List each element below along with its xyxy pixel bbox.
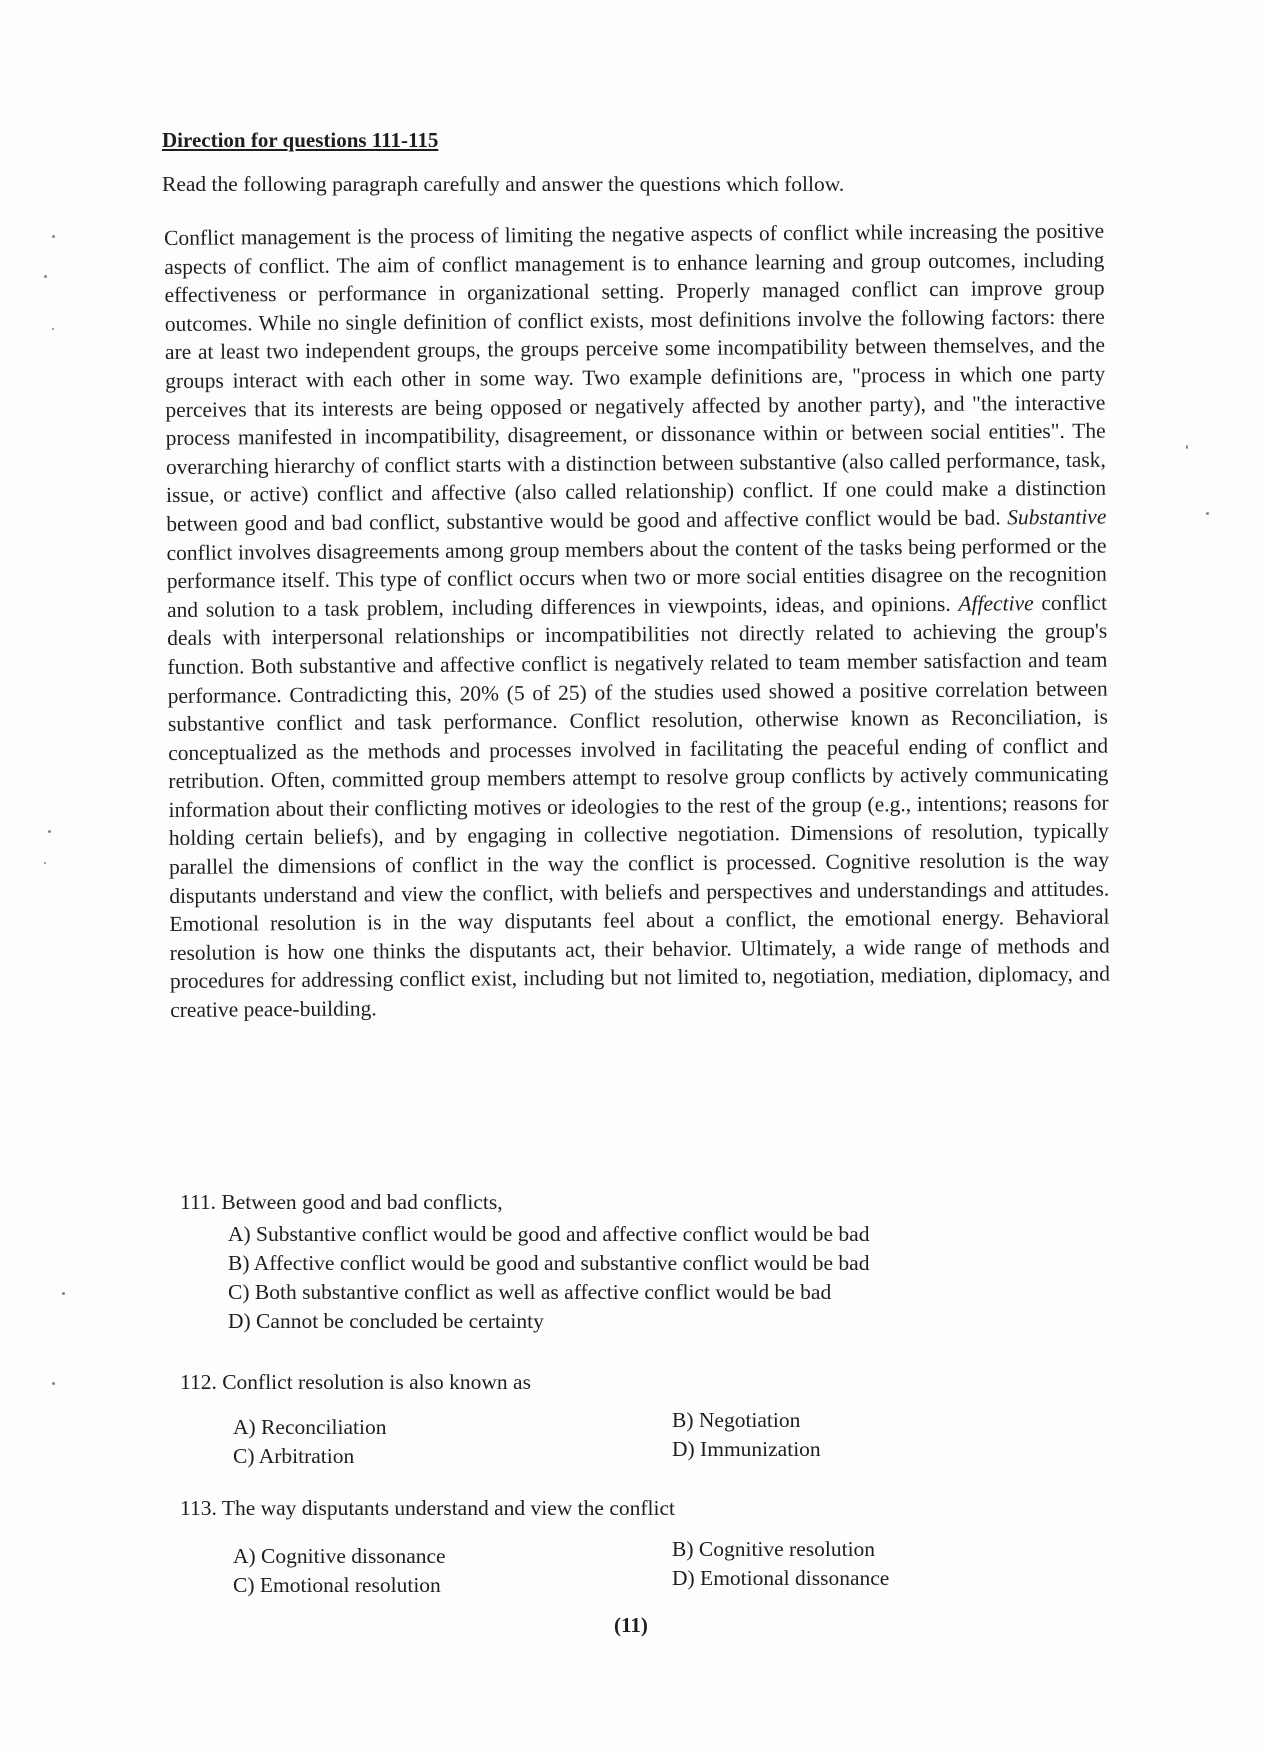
question-112-option-c[interactable]: C) Arbitration: [233, 1444, 355, 1468]
scan-speck: [44, 862, 46, 864]
question-111-stem: 111. Between good and bad conflicts,: [180, 1190, 503, 1214]
question-111-option-c[interactable]: C) Both substantive conflict as well as affective conflict would be bad: [228, 1280, 832, 1304]
question-113-option-b[interactable]: B) Cognitive resolution: [672, 1537, 876, 1561]
scan-speck: [52, 328, 54, 330]
passage-text-1: Conflict management is the process of limiting the negative aspects of conflict while increasing the positive aspects of conflict. The aim of conflict management is to enhance learning and group outcomes, including effectiveness or performance in organizational setting. Properly managed conflict can improve group outcomes. While no single definition of conflict exists, most definitions involve the following factors: there are at least two independent groups, the groups perceive some incompatibility between themselves, and the groups interact with each other in some way. Two example definitions are, "process in which one party perceives that its interests are being opposed or negatively affected by another party), and "the interactive process manifested in incompatibility, disagreement, or dissonance within or between social entities". The overarching hierarchy of conflict starts with a distinction between substantive (also called performance, task, issue, or active) conflict and affective (also called relationship) conflict. If one could make a distinction between good and bad conflict, substantive would be good and affective conflict would be bad.: [164, 218, 1107, 536]
question-112-option-d[interactable]: D) Immunization: [672, 1437, 821, 1461]
scan-speck: [44, 275, 47, 278]
scan-speck: [1186, 445, 1188, 449]
scan-speck: [1206, 512, 1209, 515]
reading-passage: [164, 217, 1110, 1025]
scan-speck: [52, 235, 55, 238]
passage-text-3: conflict deals with interpersonal relationships or incompatibilities not directly related to achieving the group's function. Both substantive and affective conflict is negatively related to team member satisfaction and team performance. Contradicting this, 20% (5 of 25) of the studies used showed a positive correlation between substantive conflict and task performance. Conflict resolution, otherwise known as Reconciliation, is conceptualized as the methods and processes involved in facilitating the peaceful ending of conflict and retribution. Often, committed group members attempt to resolve group conflicts by actively communicating information about their conflicting motives or ideologies to the rest of the group (e.g., intentions; reasons for holding certain beliefs), and by engaging in collective negotiation. Dimensions of resolution, typically parallel the dimensions of conflict in the way the conflict is processed. Cognitive resolution is the way disputants understand and view the conflict, with beliefs and perspectives and understandings and attitudes. Emotional resolution is in the way disputants feel about a conflict, the emotional energy. Behavioral resolution is how one thinks the disputants act, their behavior. Ultimately, a wide range of methods and procedures for addressing conflict exist, including but not limited to, negotiation, mediation, diplomacy, and creative peace-building.: [167, 590, 1111, 1023]
scan-speck: [52, 1382, 55, 1385]
question-111-option-b[interactable]: B) Affective conflict would be good and substantive conflict would be bad: [228, 1251, 870, 1275]
question-113-option-d[interactable]: D) Emotional dissonance: [672, 1566, 890, 1590]
question-113-option-c[interactable]: C) Emotional resolution: [233, 1573, 441, 1597]
question-112-option-a[interactable]: A) Reconciliation: [233, 1415, 387, 1439]
scan-speck: [48, 830, 51, 833]
question-111-option-d[interactable]: D) Cannot be concluded be certainty: [228, 1309, 544, 1333]
section-heading: Direction for questions 111-115: [162, 128, 439, 152]
question-113-option-a[interactable]: A) Cognitive dissonance: [233, 1544, 446, 1568]
passage-text-2: conflict involves disagreements among group members about the content of the tasks being performed or the performance itself. This type of conflict occurs when two or more social entities disagree on the recognition and solution to a task problem, including differences in viewpoints, ideas, and opinions.: [166, 533, 1107, 622]
question-112-stem: 112. Conflict resolution is also known as: [180, 1370, 531, 1394]
page-number: (11): [614, 1613, 648, 1637]
question-111-option-a[interactable]: A) Substantive conflict would be good and affective conflict would be bad: [228, 1222, 870, 1246]
passage-emphasis-substantive: Substantive: [1007, 504, 1107, 530]
question-113-stem: 113. The way disputants understand and view the conflict: [180, 1496, 675, 1520]
scan-speck: [62, 1292, 65, 1295]
passage-emphasis-affective: Affective: [958, 590, 1034, 616]
instruction-text: Read the following paragraph carefully and answer the questions which follow.: [162, 172, 845, 196]
question-112-option-b[interactable]: B) Negotiation: [672, 1408, 801, 1432]
